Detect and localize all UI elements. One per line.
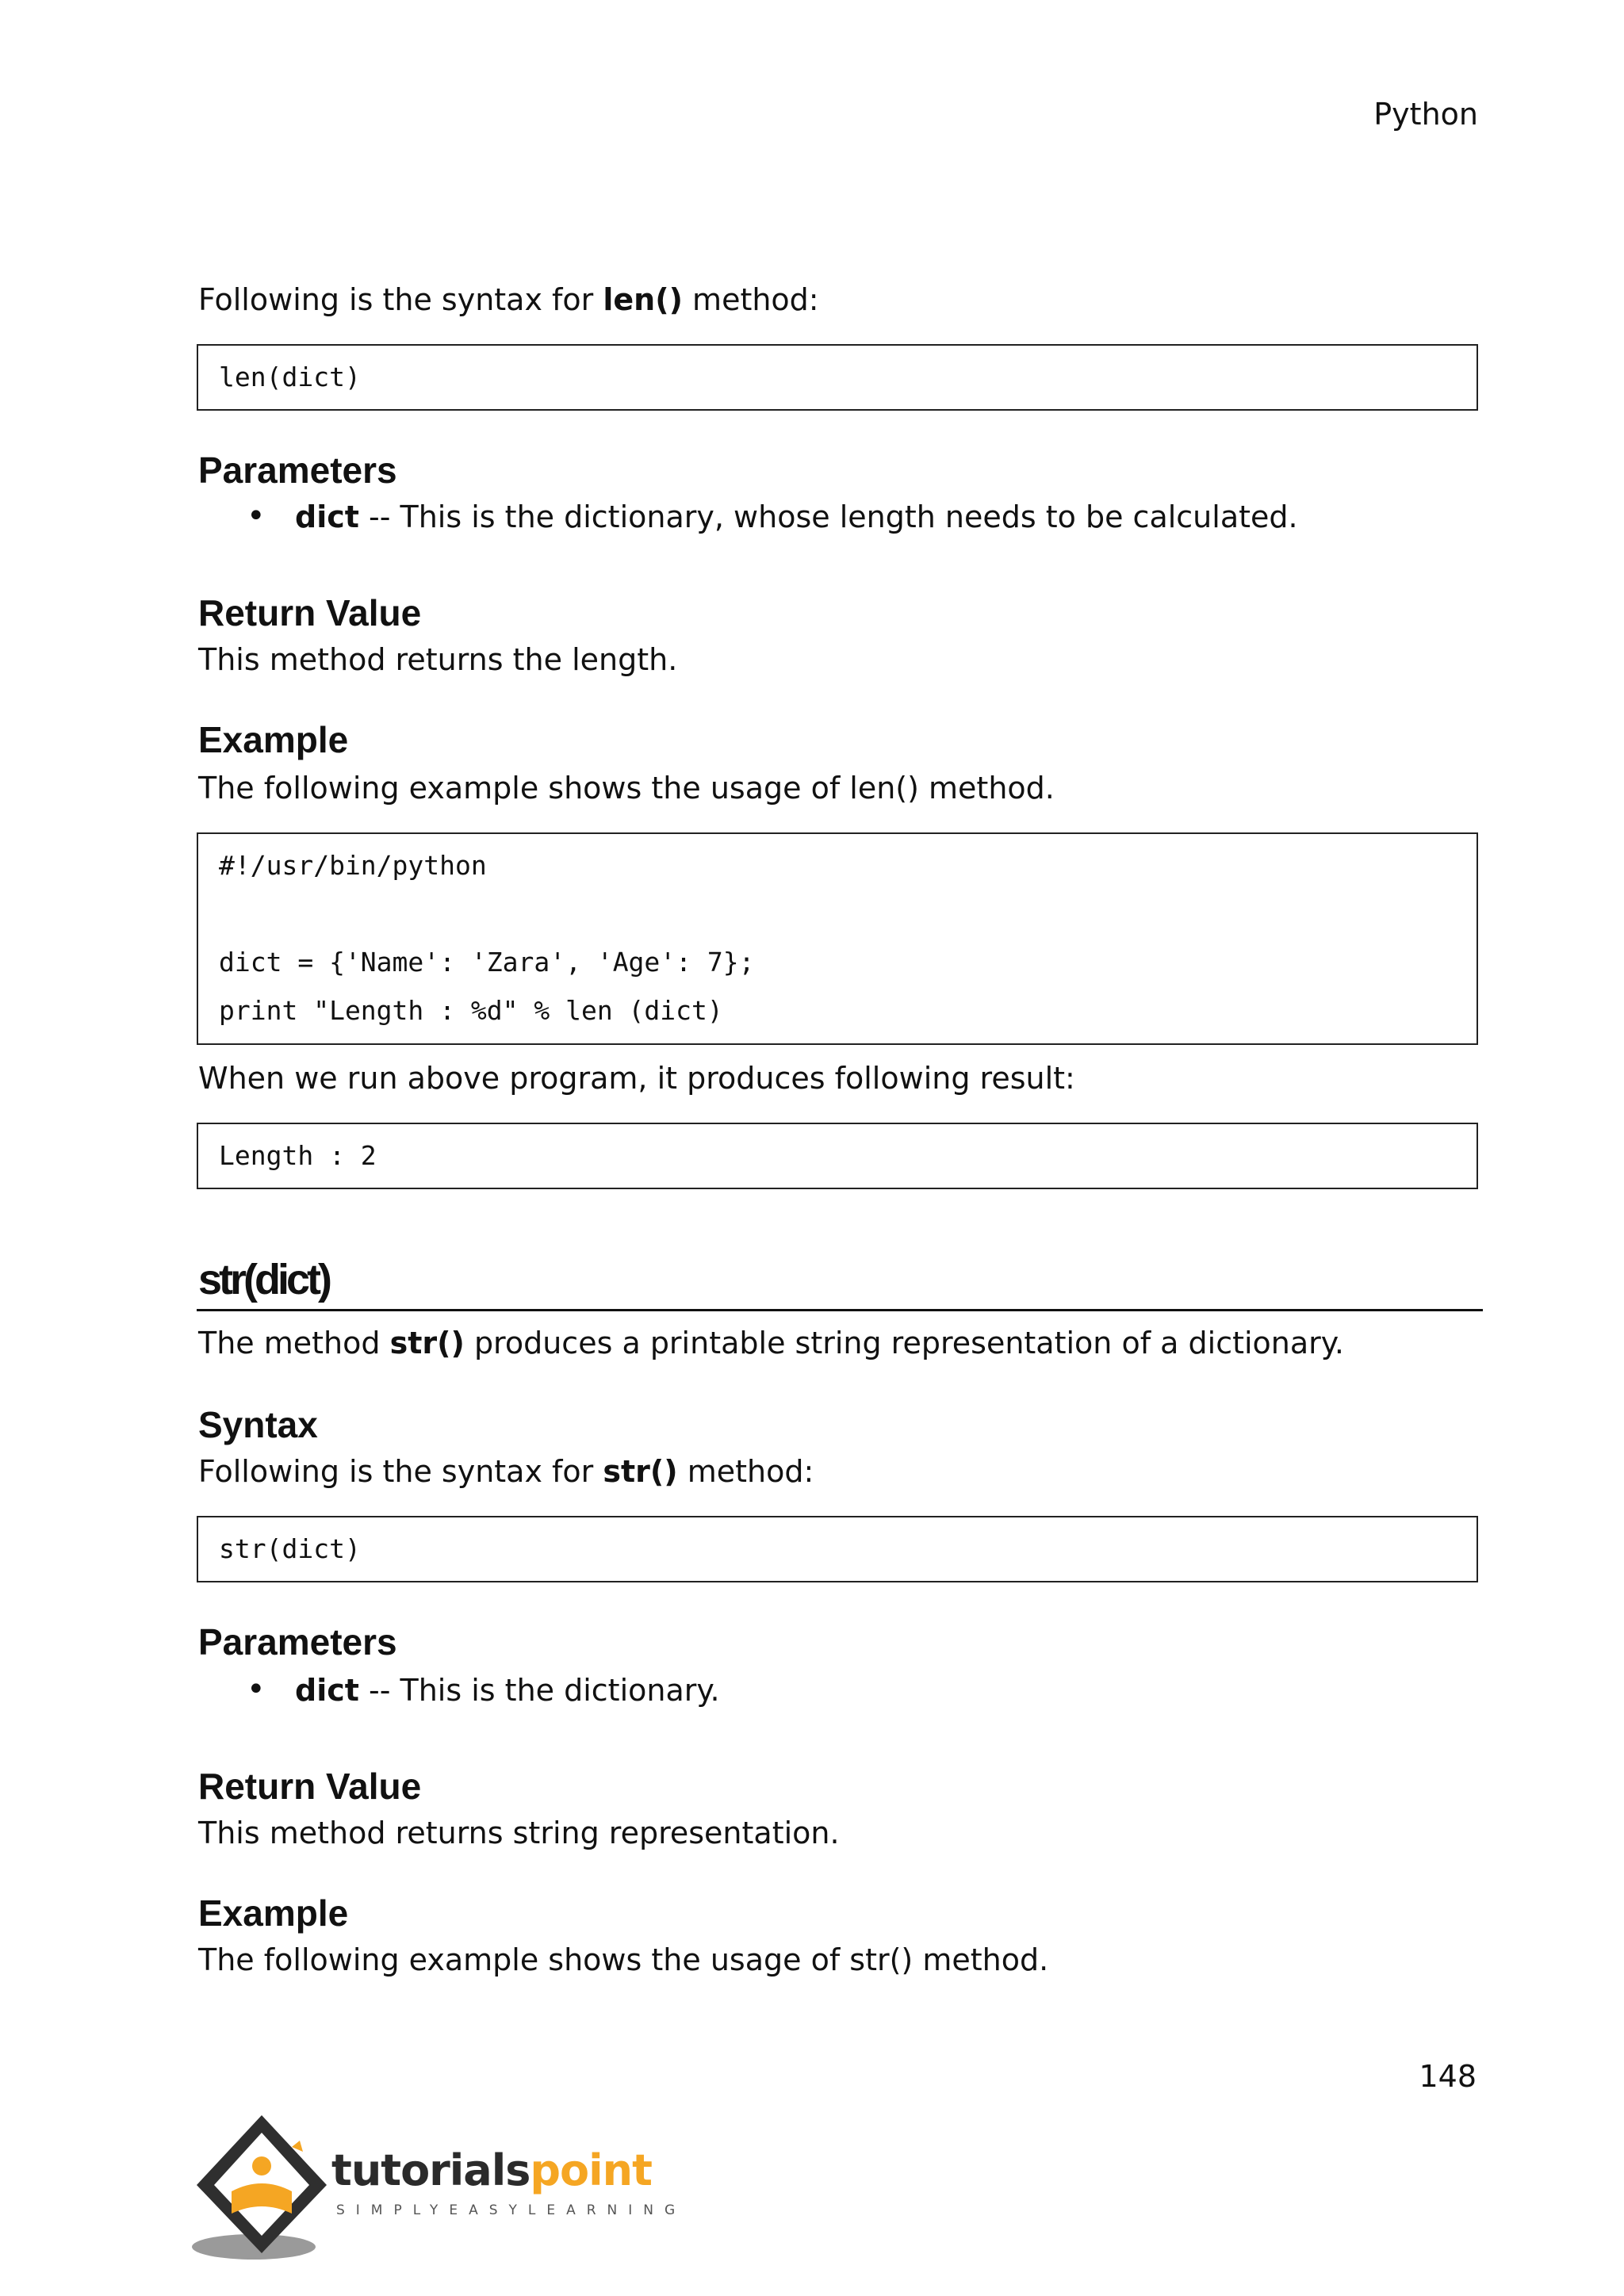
logo-tagline: SIMPLYEASYLEARNING xyxy=(336,2202,687,2218)
bullet-icon: • xyxy=(247,1671,266,1708)
str-example-heading: Example xyxy=(198,1892,349,1934)
code-line: Length : 2 xyxy=(219,1140,377,1171)
header-title: Python xyxy=(1373,97,1478,132)
page-number: 148 xyxy=(1419,2059,1477,2094)
str-syntax-code-box xyxy=(197,1516,1478,1582)
logo-wordmark: tutorialspoint xyxy=(331,2145,652,2195)
len-return-heading: Return Value xyxy=(198,592,422,633)
str-param-item: dict -- This is the dictionary. xyxy=(295,1673,720,1708)
str-return-heading: Return Value xyxy=(198,1766,422,1807)
len-syntax-code-box xyxy=(197,344,1478,411)
len-return-text: This method returns the length. xyxy=(198,642,678,677)
str-example-text: The following example shows the usage of str() method. xyxy=(198,1942,1049,1977)
code-line: str(dict) xyxy=(219,1533,361,1564)
code-line: len(dict) xyxy=(219,362,361,392)
code-line: dict = {'Name': 'Zara', 'Age': 7}; xyxy=(219,947,755,978)
str-syntax-heading: Syntax xyxy=(198,1404,318,1445)
code-line: print "Length : %d" % len (dict) xyxy=(219,995,723,1026)
str-section-title: str(dict) xyxy=(198,1256,329,1303)
bullet-icon: • xyxy=(247,498,266,534)
str-intro: The method str() produces a printable string representation of a dictionary. xyxy=(198,1326,1344,1360)
len-example-code-box xyxy=(197,832,1478,1045)
str-syntax-intro: Following is the syntax for str() method: xyxy=(198,1454,814,1489)
str-return-text: This method returns string representation. xyxy=(198,1816,840,1850)
len-example-text: The following example shows the usage of len() method. xyxy=(198,771,1055,806)
len-syntax-intro: Following is the syntax for len() method: xyxy=(198,282,819,317)
len-result-intro: When we run above program, it produces following result: xyxy=(198,1061,1075,1096)
str-parameters-heading: Parameters xyxy=(198,1621,397,1663)
len-param-item: dict -- This is the dictionary, whose length needs to be calculated. xyxy=(295,499,1298,534)
logo-diamond-icon xyxy=(190,2109,349,2267)
len-example-heading: Example xyxy=(198,719,349,760)
section-divider xyxy=(197,1309,1483,1311)
code-line: #!/usr/bin/python xyxy=(219,850,487,881)
len-parameters-heading: Parameters xyxy=(198,450,397,491)
len-result-code-box xyxy=(197,1123,1478,1189)
